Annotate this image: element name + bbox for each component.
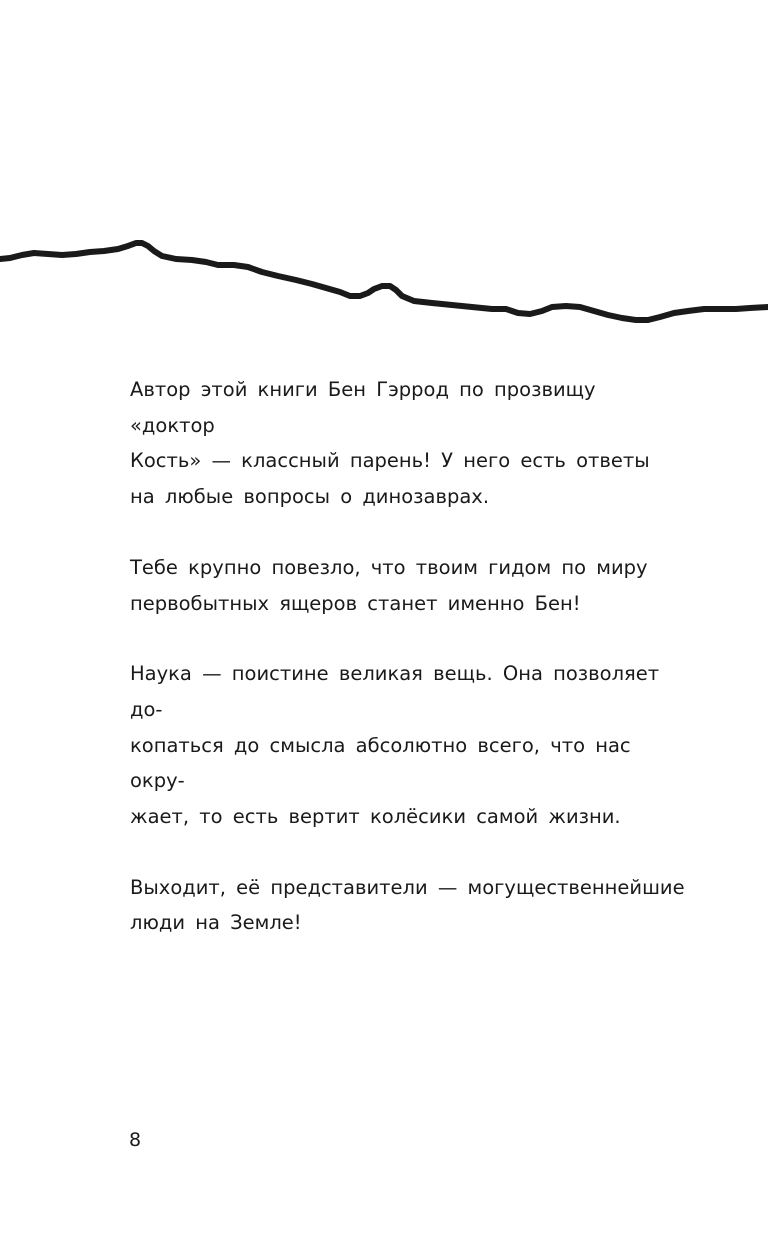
- main-text: [130, 372, 690, 976]
- paragraph-intro: Автор этой книги Бен Гэррод по прозвищу «доктор Кость» — классный парень! У него есть ответы на любые вопросы о динозаврах.: [130, 378, 650, 509]
- horizon-line-icon: [0, 225, 768, 335]
- paragraph-conclusion: Выходит, её представители — могущественнейшие люди на Земле!: [130, 875, 685, 935]
- page-number: 8: [129, 1129, 142, 1151]
- paragraph-guide: Тебе крупно повезло, что твоим гидом по миру первобытных ящеров станет именно Бен!: [130, 555, 648, 615]
- paragraph-science: Наука — поистине великая вещь. Она позволяет до- копаться до смысла абсолютно всего, что нас окру- жает, то есть вертит колёсики самой жизни.: [130, 662, 660, 829]
